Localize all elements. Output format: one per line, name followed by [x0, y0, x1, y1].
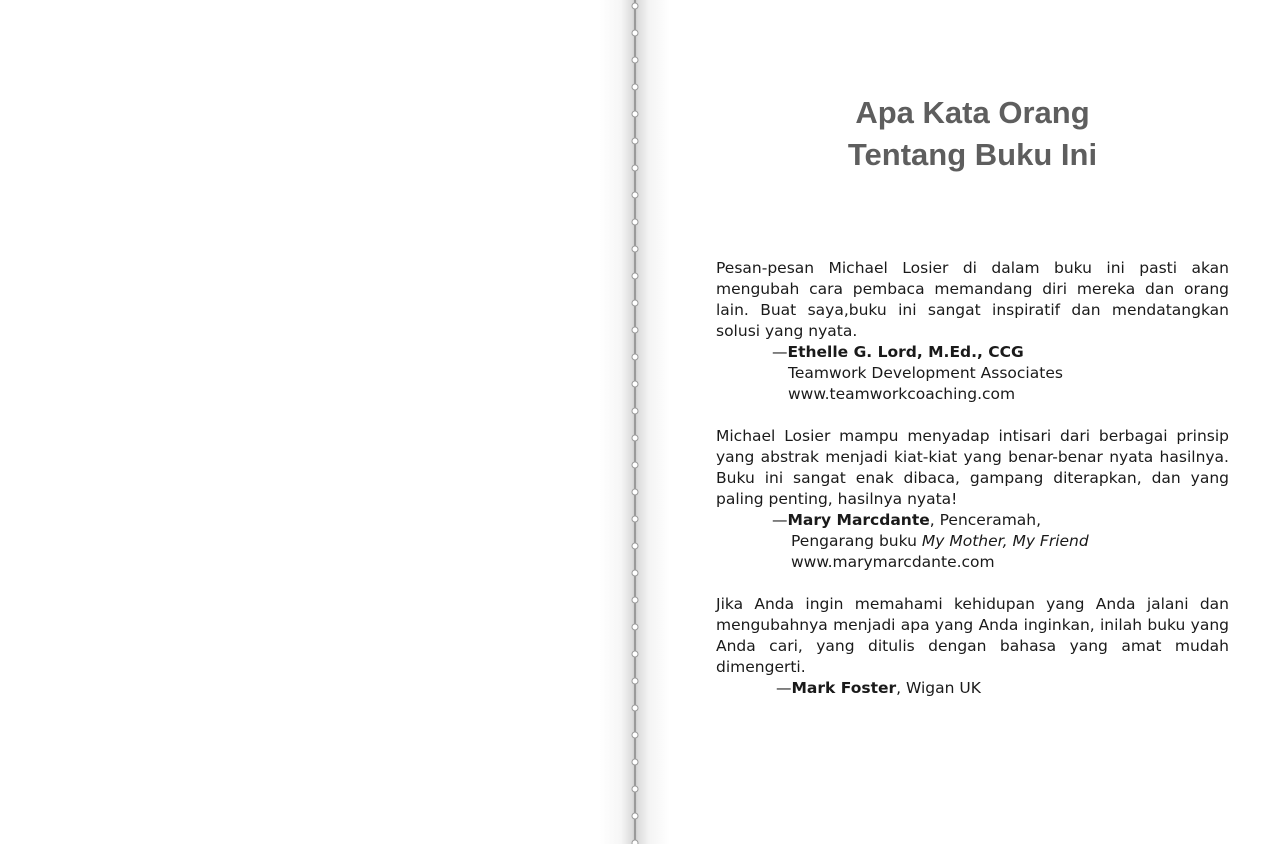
binding-ring [632, 354, 638, 360]
author-website: www.teamworkcoaching.com [788, 385, 1016, 403]
author-name: Ethelle G. Lord, M.Ed., CCG [787, 343, 1024, 361]
testimonial [716, 258, 1229, 405]
binding-ring [632, 462, 638, 468]
binding-ring [632, 3, 638, 9]
binding-ring [632, 273, 638, 279]
binding-ring [632, 111, 638, 117]
binding-ring [632, 840, 638, 844]
binding-ring [632, 759, 638, 765]
title-line-1: Apa Kata Orang [855, 95, 1090, 130]
attribution-dash: — [776, 679, 792, 697]
binding-ring [632, 246, 638, 252]
binding-ring [632, 732, 638, 738]
binding-ring [632, 705, 638, 711]
binding-ring [632, 300, 638, 306]
binding-ring [632, 813, 638, 819]
title-line-2: Tentang Buku Ini [847, 137, 1098, 172]
binding-ring [632, 84, 638, 90]
author-book-prefix: Pengarang buku [791, 532, 922, 550]
binding-rings [630, 0, 640, 844]
author-role: , Penceramah, [929, 511, 1042, 529]
binding-ring [632, 651, 638, 657]
right-page [670, 0, 1275, 844]
binding-ring [632, 408, 638, 414]
binding-ring [632, 435, 638, 441]
author-website: www.marymarcdante.com [791, 553, 995, 571]
binding-ring [632, 192, 638, 198]
testimonial-attribution [716, 678, 1229, 699]
binding-ring [632, 597, 638, 603]
author-book-title: My Mother, My Friend [921, 532, 1089, 550]
testimonial-attribution [716, 342, 1229, 405]
testimonial-text: Pesan-pesan Michael Losier di dalam buku ini pasti akan mengubah cara pembaca memandang diri mereka dan orang lain. Buat saya,buku ini sangat inspiratif dan mendatangkan solusi yang nyata. [716, 259, 1229, 340]
binding-ring [632, 165, 638, 171]
binding-ring [632, 678, 638, 684]
binding-ring [632, 516, 638, 522]
binding-ring [632, 381, 638, 387]
left-page-blank [0, 0, 600, 844]
binding-ring [632, 327, 638, 333]
binding-ring [632, 30, 638, 36]
binding-ring [632, 786, 638, 792]
author-affiliation: Teamwork Development Associates [788, 364, 1063, 382]
binding-ring [632, 57, 638, 63]
testimonial-attribution [716, 510, 1229, 573]
attribution-dash: — [772, 511, 788, 529]
binding-ring [632, 570, 638, 576]
page-title [780, 92, 1165, 176]
author-name: Mary Marcdante [787, 511, 930, 529]
testimonial [716, 594, 1229, 699]
binding-ring [632, 138, 638, 144]
binding-ring [632, 489, 638, 495]
binding-ring [632, 624, 638, 630]
binding-ring [632, 543, 638, 549]
testimonial-text: Michael Losier mampu menyadap intisari dari berbagai prinsip yang abstrak menjadi kiat-kiat yang benar-benar nyata hasilnya. Buku ini sangat enak dibaca, gampang diterapkan, dan yang paling penting, hasilnya nyata! [716, 427, 1229, 508]
testimonials [716, 258, 1229, 720]
testimonial [716, 426, 1229, 573]
author-location: , Wigan UK [896, 679, 981, 697]
binding-ring [632, 219, 638, 225]
testimonial-text: Jika Anda ingin memahami kehidupan yang Anda jalani dan mengubahnya menjadi apa yang Anda inginkan, inilah buku yang Anda cari, yang ditulis dengan bahasa yang amat mudah dimengerti. [716, 595, 1229, 676]
attribution-dash: — [772, 343, 788, 361]
author-name: Mark Foster [791, 679, 897, 697]
